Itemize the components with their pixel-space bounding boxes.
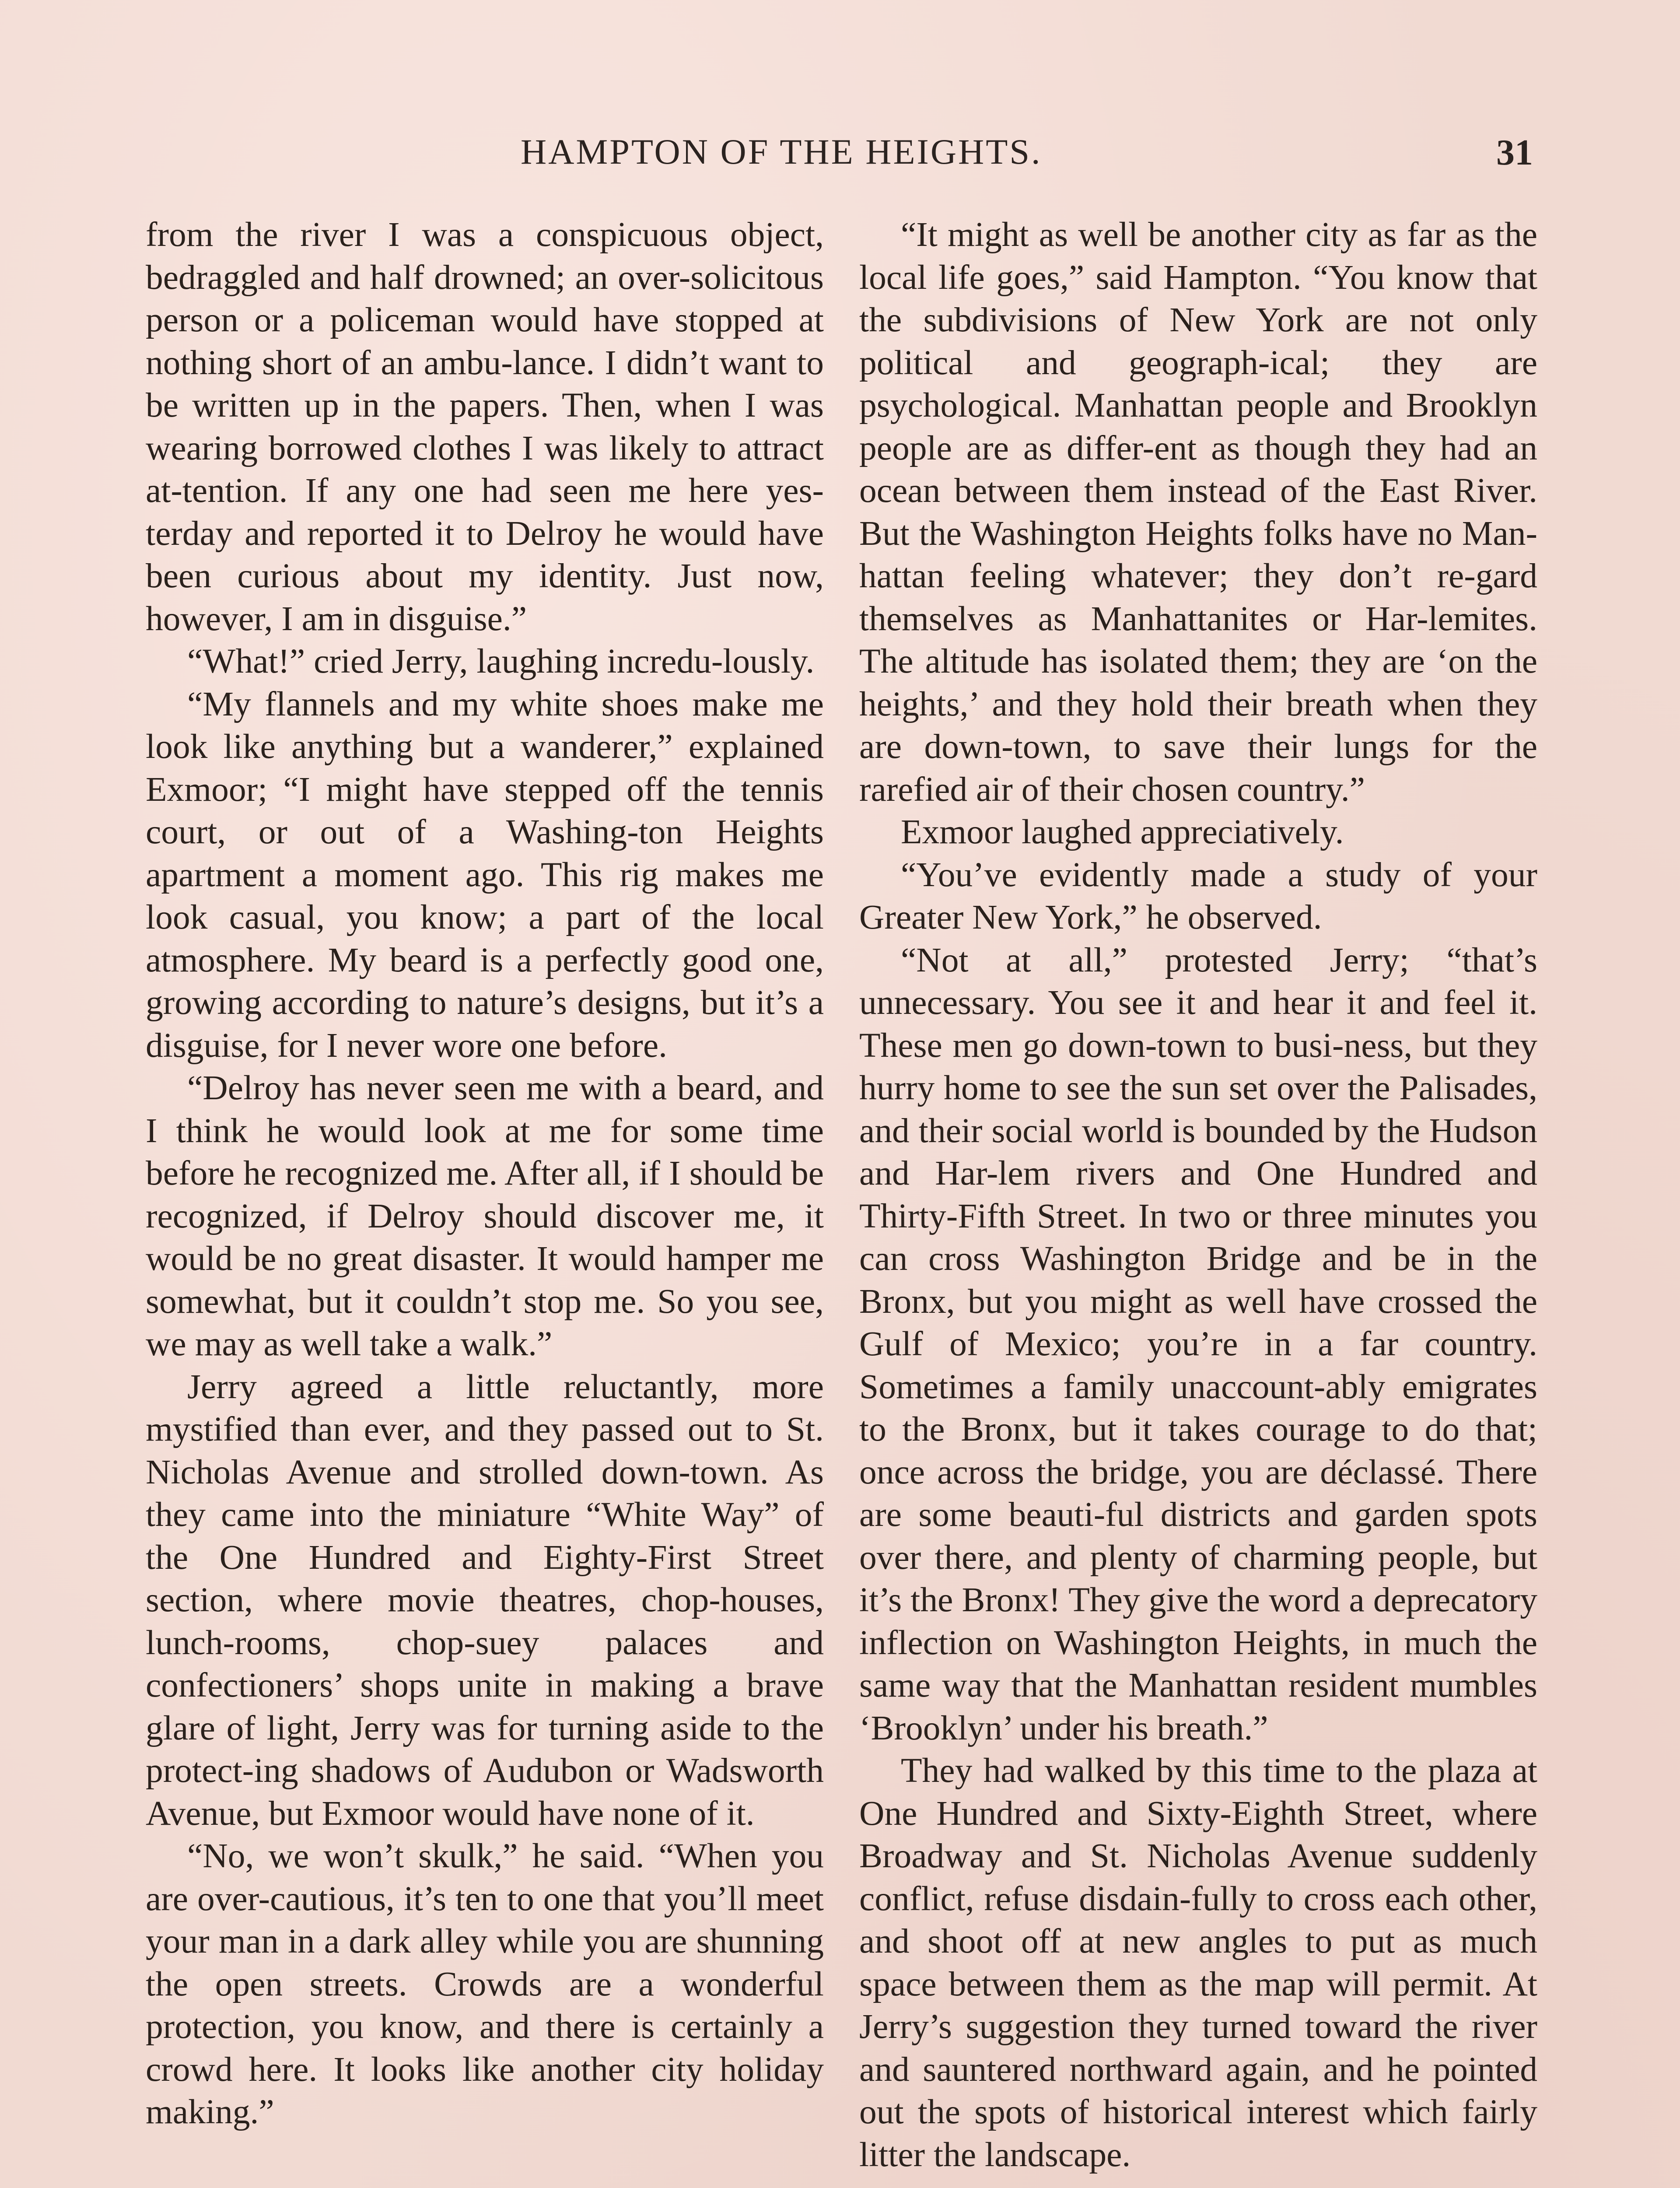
paragraph: “Delroy has never seen me with a beard, and I think he would look at me for some time before he recognized me. After all, if I should be recognized, if Delroy should discover me, it would be no great disaster. It would hamper me somewhat, but it couldn’t stop me. So you see, we may as well take a walk.” bbox=[146, 1069, 824, 1363]
paragraph: “Not at all,” protested Jerry; “that’s unnecessary. You see it and hear it and feel it. These men go down-town to busi-ness, but they hurry home to see the sun set over the Palisades, and their social world is bounded by the Hudson and Har-lem rivers and One Hundred and Thirty-Fifth Street. In two or three minutes you can cross Washington Bridge and be in the Bronx, but you might as well have crossed the Gulf of Mexico; you’re in a far country. Sometimes a family unaccount-ably emigrates to the Bronx, but it takes courage to do that; once across the bridge, you are déclassé. There are some beauti-ful districts and garden spots over there, and plenty of charming people, but it’s the Bronx! They give the word a deprecatory inflection on Washington Heights, in much the same way that the Manhattan resident mumbles ‘Brooklyn’ under his breath.” bbox=[859, 940, 1537, 1747]
right-text-column bbox=[859, 214, 1537, 2176]
paragraph: from the river I was a conspicuous object, bedraggled and half drowned; an over-solicitous person or a policeman would have stopped at nothing short of an ambu-lance. I didn’t want to be written up in the papers. Then, when I was wearing borrowed clothes I was likely to attract at-tention. If any one had seen me here yes-terday and reported it to Delroy he would have been curious about my identity. Just now, however, I am in disguise.” bbox=[146, 215, 824, 638]
paragraph: Jerry agreed a little reluctantly, more mystified than ever, and they passed out to St. Nicholas Avenue and strolled down-town. As they came into the miniature “White Way” of the One Hundred and Eighty-First Street section, where movie theatres, chop-houses, lunch-rooms, chop-suey palaces and confectioners’ shops unite in making a brave glare of light, Jerry was for turning aside to the protect-ing shadows of Audubon or Wadsworth Avenue, but Exmoor would have none of it. bbox=[146, 1367, 824, 1833]
paragraph: “My flannels and my white shoes make me look like anything but a wanderer,” explained Exmoor; “I might have stepped off the tennis court, or out of a Washing-ton Heights apartment a moment ago. This rig makes me look casual, you know; a part of the local atmosphere. My beard is a perfectly good one, growing according to nature’s designs, but it’s a disguise, for I never wore one before. bbox=[146, 684, 824, 1065]
running-title: HAMPTON OF THE HEIGHTS. bbox=[521, 132, 1042, 172]
paragraph: “No, we won’t skulk,” he said. “When you are over-cautious, it’s ten to one that you’ll meet your man in a dark alley while you are shunning the open streets. Crowds are a wonderful protection, you know, and there is certainly a crowd here. It looks like another city holiday making.” bbox=[146, 1837, 824, 2131]
paragraph: “You’ve evidently made a study of your Greater New York,” he observed. bbox=[859, 855, 1537, 936]
paragraph: “What!” cried Jerry, laughing incredu-lously. bbox=[187, 642, 815, 680]
paragraph: Exmoor laughed appreciatively. bbox=[901, 813, 1344, 851]
paragraph: They had walked by this time to the plaza at One Hundred and Sixty-Eighth Street, where Broadway and St. Nicholas Avenue suddenly conflict, refuse disdain-fully to cross each other, and shoot off at new angles to put as much space between them as the map will permit. At Jerry’s suggestion they turned toward the river and sauntered northward again, and he pointed out the spots of historical interest which fairly litter the landscape. bbox=[859, 1751, 1537, 2174]
paragraph: “It might as well be another city as far as the local life goes,” said Hampton. “You know that the subdivisions of New York are not only political and geograph-ical; they are psychological. Manhattan people and Brooklyn people are as differ-ent as though they had an ocean between them instead of the East River. But the Washington Heights folks have no Man-hattan feeling whatever; they don’t re-gard themselves as Manhattanites or Har-lemites. The altitude has isolated them; they are ‘on the heights,’ and they hold their breath when they are down-town, to save their lungs for the rarefied air of their chosen country.” bbox=[859, 215, 1537, 809]
left-text-column bbox=[146, 214, 824, 2134]
page-number: 31 bbox=[1496, 132, 1533, 173]
